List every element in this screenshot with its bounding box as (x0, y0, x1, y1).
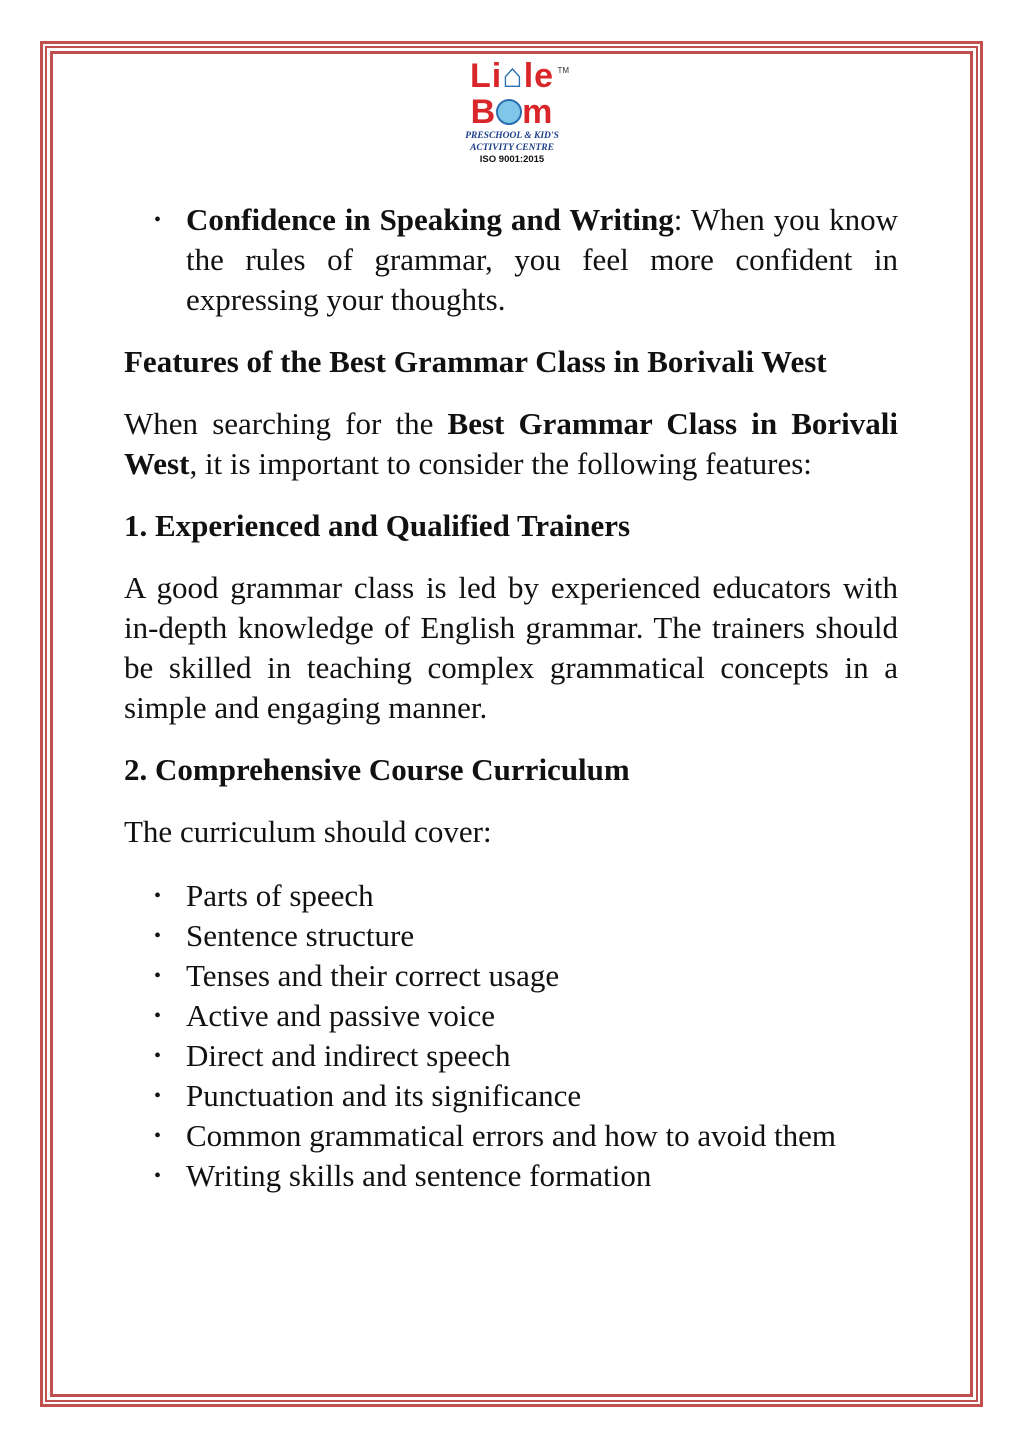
document-body (124, 200, 898, 1196)
list-item: • Confidence in Speaking and Writing: When you know the rules of grammar, you feel more confident in expressing your thoughts. (124, 200, 898, 320)
logo-wordmark-top: Li⌂le (469, 57, 555, 95)
list-item: • Sentence structure (124, 916, 898, 956)
list-item: • Active and passive voice (124, 996, 898, 1036)
child-face-icon (496, 99, 522, 125)
list-item: • Punctuation and its significance (124, 1076, 898, 1116)
house-icon: ⌂ (502, 57, 524, 95)
section1-heading: 1. Experienced and Qualified Trainers (124, 508, 631, 543)
list-item: • Parts of speech (124, 876, 898, 916)
section1-body: A good grammar class is led by experienced educators with in-depth knowledge of English grammar. The trainers should be skilled in teaching complex grammatical concepts in a simple and engaging manner. (124, 570, 898, 725)
curriculum-list (124, 876, 898, 1196)
section2-body: The curriculum should cover: (124, 814, 492, 849)
list-item: • Writing skills and sentence formation (124, 1156, 898, 1196)
features-heading: Features of the Best Grammar Class in Borivali West (124, 344, 827, 379)
list-item: • Common grammatical errors and how to avoid them (124, 1116, 898, 1156)
intro-paragraph: When searching for the Best Grammar Class in Borivali West, it is important to consider the following features: (124, 406, 898, 481)
logo-subtitle-line2: ACTIVITY CENTRE (470, 143, 554, 153)
logo-subtitle-line1: PRESCHOOL & KID'S (465, 131, 559, 141)
list-item: • Tenses and their correct usage (124, 956, 898, 996)
logo-trademark: TM (557, 66, 569, 75)
little-bum-logo (447, 58, 577, 178)
section2-heading: 2. Comprehensive Course Curriculum (124, 752, 630, 787)
benefits-list (124, 200, 898, 320)
logo-iso: ISO 9001:2015 (479, 154, 545, 165)
list-item: • Direct and indirect speech (124, 1036, 898, 1076)
logo-wordmark-bottom: B m (470, 93, 554, 131)
